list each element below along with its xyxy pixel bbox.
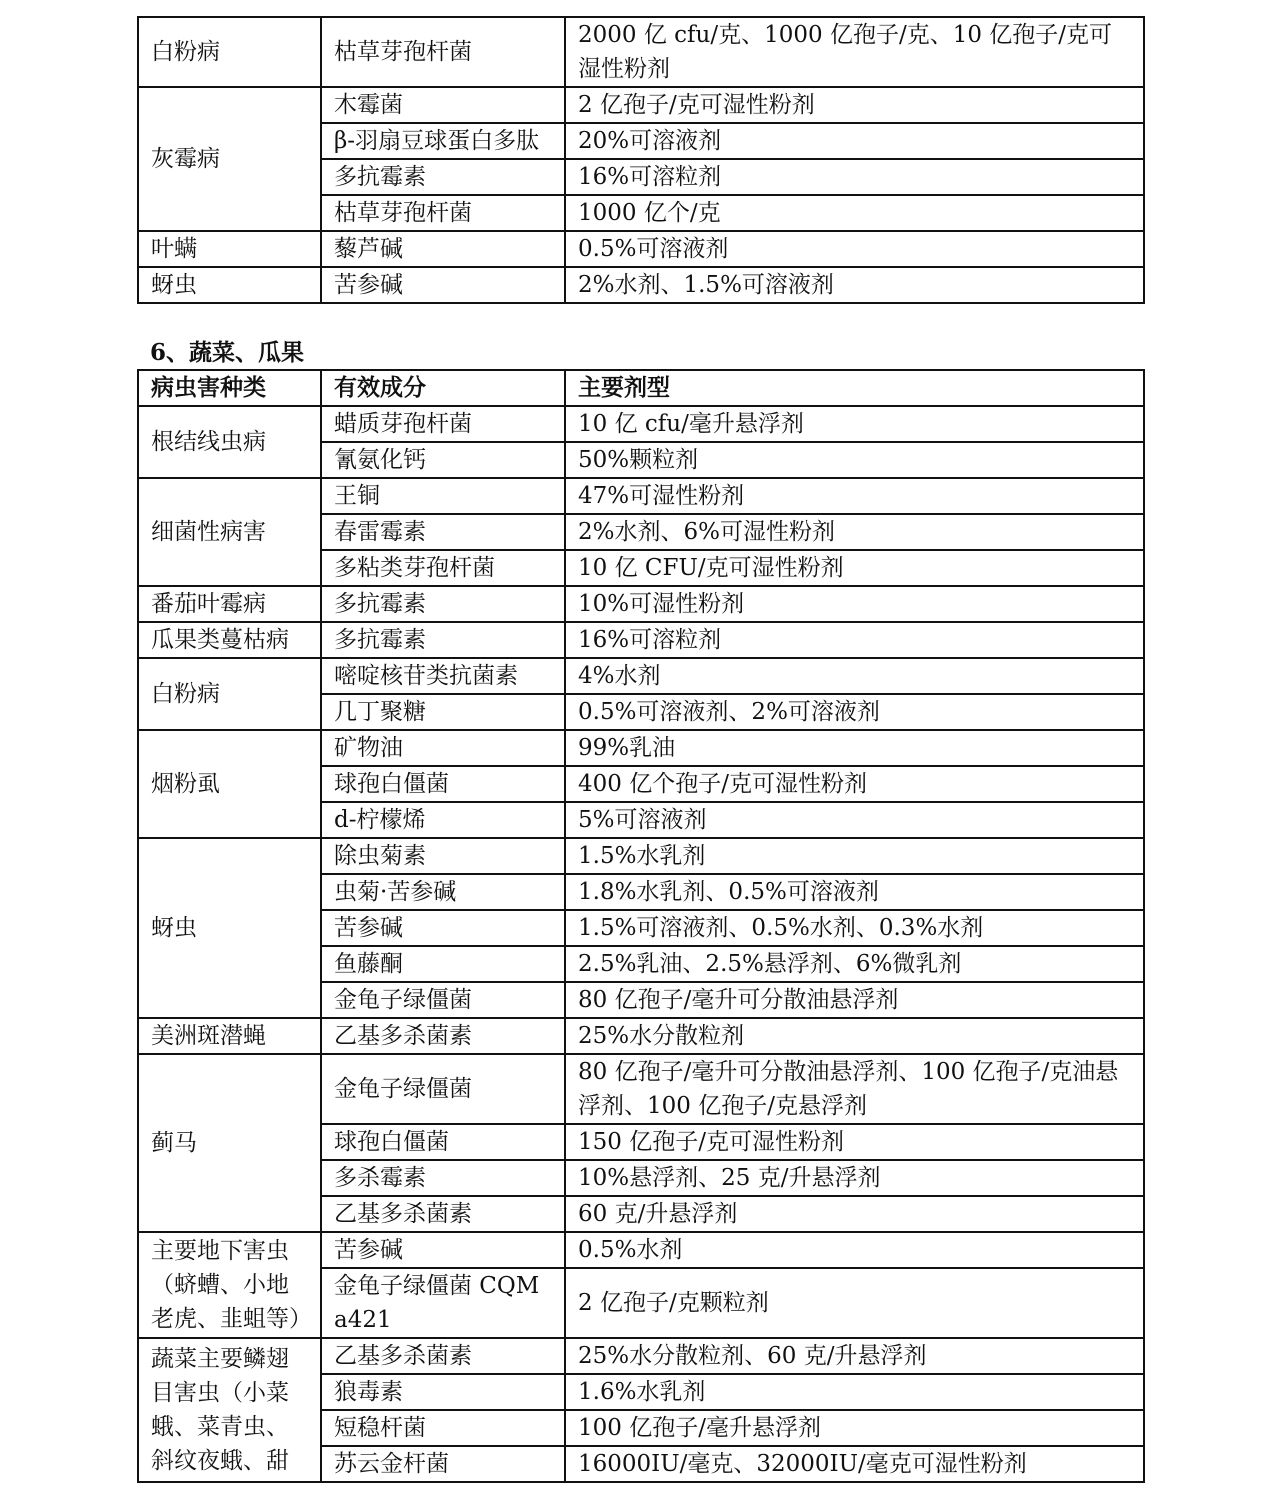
ingredient-cell: 短稳杆菌	[321, 1410, 565, 1446]
formulation-cell: 80 亿孢子/毫升可分散油悬浮剂	[565, 982, 1144, 1018]
formulation-cell: 10 亿 CFU/克可湿性粉剂	[565, 550, 1144, 586]
header-cell-pest: 病虫害种类	[138, 370, 321, 406]
formulation-cell: 10 亿 cfu/毫升悬浮剂	[565, 406, 1144, 442]
ingredient-cell: 春雷霉素	[321, 514, 565, 550]
section-heading: 6、蔬菜、瓜果	[150, 339, 305, 366]
pest-cell: 烟粉虱	[138, 730, 321, 838]
ingredient-cell: 金龟子绿僵菌	[321, 982, 565, 1018]
formulation-cell: 0.5%可溶液剂	[565, 231, 1144, 267]
ingredient-cell: 嘧啶核苷类抗菌素	[321, 658, 565, 694]
ingredient-cell: 苏云金杆菌	[321, 1446, 565, 1482]
header-cell-ingredient: 有效成分	[321, 370, 565, 406]
table-row	[138, 1232, 1144, 1268]
ingredient-cell: 乙基多杀菌素	[321, 1338, 565, 1374]
pest-cell: 灰霉病	[138, 87, 321, 231]
pest-cell: 细菌性病害	[138, 478, 321, 586]
ingredient-cell: 多杀霉素	[321, 1160, 565, 1196]
formulation-cell: 1.8%水乳剂、0.5%可溶液剂	[565, 874, 1144, 910]
table-row	[138, 1018, 1144, 1054]
formulation-cell: 150 亿孢子/克可湿性粉剂	[565, 1124, 1144, 1160]
pest-cell: 白粉病	[138, 658, 321, 730]
table-row	[138, 17, 1144, 87]
header-row	[138, 370, 1144, 406]
table-row	[138, 1338, 1144, 1374]
ingredient-cell: 藜芦碱	[321, 231, 565, 267]
table-row	[138, 87, 1144, 123]
pest-cell: 瓜果类蔓枯病	[138, 622, 321, 658]
ingredient-cell: d-柠檬烯	[321, 802, 565, 838]
pest-cell: 番茄叶霉病	[138, 586, 321, 622]
ingredient-cell: 球孢白僵菌	[321, 1124, 565, 1160]
pesticide-table-2	[137, 369, 1145, 1483]
table-row	[138, 730, 1144, 766]
formulation-cell: 4%水剂	[565, 658, 1144, 694]
formulation-cell: 60 克/升悬浮剂	[565, 1196, 1144, 1232]
table-body	[138, 17, 1144, 303]
pest-cell: 叶螨	[138, 231, 321, 267]
table-row	[138, 586, 1144, 622]
formulation-cell: 0.5%可溶液剂、2%可溶液剂	[565, 694, 1144, 730]
formulation-cell: 2 亿孢子/克颗粒剂	[565, 1268, 1144, 1338]
pest-cell: 蔬菜主要鳞翅目害虫（小菜蛾、菜青虫、斜纹夜蛾、甜	[138, 1338, 321, 1482]
ingredient-cell: 球孢白僵菌	[321, 766, 565, 802]
ingredient-cell: 苦参碱	[321, 910, 565, 946]
formulation-cell: 1.6%水乳剂	[565, 1374, 1144, 1410]
ingredient-cell: 多粘类芽孢杆菌	[321, 550, 565, 586]
formulation-cell: 16000IU/毫克、32000IU/毫克可湿性粉剂	[565, 1446, 1144, 1482]
ingredient-cell: 鱼藤酮	[321, 946, 565, 982]
ingredient-cell: 虫菊·苦参碱	[321, 874, 565, 910]
table-row	[138, 478, 1144, 514]
table-row	[138, 658, 1144, 694]
ingredient-cell: 氰氨化钙	[321, 442, 565, 478]
ingredient-cell: 枯草芽孢杆菌	[321, 17, 565, 87]
ingredient-cell: 苦参碱	[321, 1232, 565, 1268]
pest-cell: 美洲斑潜蝇	[138, 1018, 321, 1054]
ingredient-cell: 金龟子绿僵菌 CQMa421	[321, 1268, 565, 1338]
formulation-cell: 20%可溶液剂	[565, 123, 1144, 159]
ingredient-cell: 木霉菌	[321, 87, 565, 123]
ingredient-cell: 多抗霉素	[321, 622, 565, 658]
pest-cell: 蓟马	[138, 1054, 321, 1232]
pest-cell: 根结线虫病	[138, 406, 321, 478]
formulation-cell: 2 亿孢子/克可湿性粉剂	[565, 87, 1144, 123]
table-row	[138, 231, 1144, 267]
formulation-cell: 1000 亿个/克	[565, 195, 1144, 231]
table-row	[138, 1054, 1144, 1124]
formulation-cell: 2%水剂、6%可湿性粉剂	[565, 514, 1144, 550]
ingredient-cell: 苦参碱	[321, 267, 565, 303]
table-row	[138, 406, 1144, 442]
pest-cell: 白粉病	[138, 17, 321, 87]
table-body	[138, 370, 1144, 1482]
formulation-cell: 80 亿孢子/毫升可分散油悬浮剂、100 亿孢子/克油悬浮剂、100 亿孢子/克悬浮剂	[565, 1054, 1144, 1124]
formulation-cell: 50%颗粒剂	[565, 442, 1144, 478]
formulation-cell: 100 亿孢子/毫升悬浮剂	[565, 1410, 1144, 1446]
ingredient-cell: 多抗霉素	[321, 159, 565, 195]
formulation-cell: 16%可溶粒剂	[565, 159, 1144, 195]
formulation-cell: 5%可溶液剂	[565, 802, 1144, 838]
formulation-cell: 47%可湿性粉剂	[565, 478, 1144, 514]
formulation-cell: 2.5%乳油、2.5%悬浮剂、6%微乳剂	[565, 946, 1144, 982]
header-cell-form: 主要剂型	[565, 370, 1144, 406]
pest-cell: 主要地下害虫（蛴螬、小地老虎、韭蛆等）	[138, 1232, 321, 1338]
ingredient-cell: 多抗霉素	[321, 586, 565, 622]
ingredient-cell: 除虫菊素	[321, 838, 565, 874]
ingredient-cell: 蜡质芽孢杆菌	[321, 406, 565, 442]
ingredient-cell: 乙基多杀菌素	[321, 1196, 565, 1232]
pest-cell: 蚜虫	[138, 838, 321, 1018]
formulation-cell: 2000 亿 cfu/克、1000 亿孢子/克、10 亿孢子/克可湿性粉剂	[565, 17, 1144, 87]
pest-cell: 蚜虫	[138, 267, 321, 303]
ingredient-cell: 几丁聚糖	[321, 694, 565, 730]
formulation-cell: 25%水分散粒剂、60 克/升悬浮剂	[565, 1338, 1144, 1374]
table-row	[138, 838, 1144, 874]
formulation-cell: 10%可湿性粉剂	[565, 586, 1144, 622]
ingredient-cell: 枯草芽孢杆菌	[321, 195, 565, 231]
formulation-cell: 0.5%水剂	[565, 1232, 1144, 1268]
formulation-cell: 1.5%水乳剂	[565, 838, 1144, 874]
ingredient-cell: 王铜	[321, 478, 565, 514]
table-row	[138, 267, 1144, 303]
formulation-cell: 2%水剂、1.5%可溶液剂	[565, 267, 1144, 303]
formulation-cell: 99%乳油	[565, 730, 1144, 766]
formulation-cell: 10%悬浮剂、25 克/升悬浮剂	[565, 1160, 1144, 1196]
formulation-cell: 16%可溶粒剂	[565, 622, 1144, 658]
ingredient-cell: 乙基多杀菌素	[321, 1018, 565, 1054]
pesticide-table-1	[137, 16, 1145, 304]
ingredient-cell: 金龟子绿僵菌	[321, 1054, 565, 1124]
table-row	[138, 622, 1144, 658]
formulation-cell: 400 亿个孢子/克可湿性粉剂	[565, 766, 1144, 802]
formulation-cell: 1.5%可溶液剂、0.5%水剂、0.3%水剂	[565, 910, 1144, 946]
ingredient-cell: 矿物油	[321, 730, 565, 766]
ingredient-cell: β-羽扇豆球蛋白多肽	[321, 123, 565, 159]
formulation-cell: 25%水分散粒剂	[565, 1018, 1144, 1054]
ingredient-cell: 狼毒素	[321, 1374, 565, 1410]
